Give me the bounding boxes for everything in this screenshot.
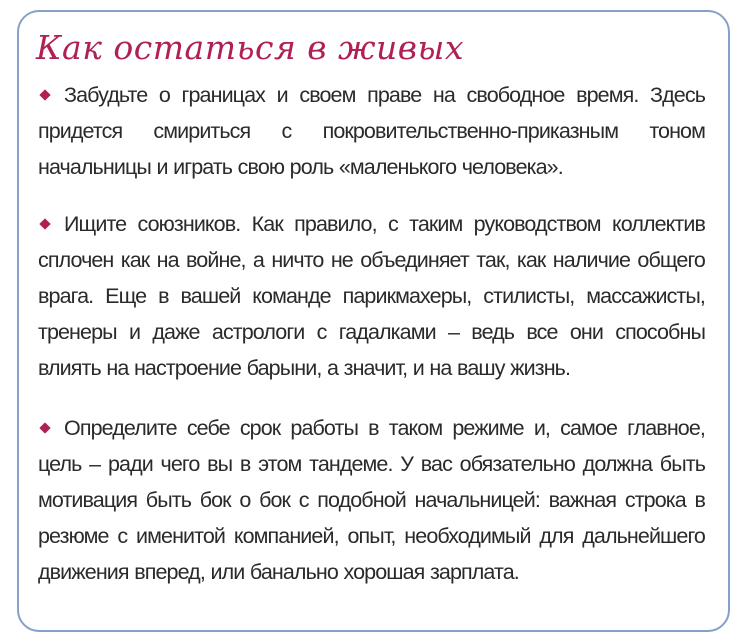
tip-text-1: Забудьте о границах и своем праве на свободное время. Здесь придется смириться с покровительственно-приказным тоном начальницы и играть свою роль «маленького человека».	[38, 83, 705, 179]
diamond-bullet-icon	[39, 218, 50, 229]
tip-text-3: Определите себе срок работы в таком режиме и, самое главное, цель – ради чего вы в этом тандеме. У вас обязательно должна быть мотивация быть бок о бок с подобной начальницей: важная строка в резюме с именитой компанией, опыт, необходимый для дальнейшего движения вперед, или банально хорошая зарплата.	[38, 416, 705, 584]
box-title: Как остаться в живых	[36, 28, 464, 67]
diamond-bullet-icon	[39, 89, 50, 100]
diamond-bullet-icon	[39, 422, 50, 433]
tip-paragraph-1	[38, 77, 705, 185]
tip-text-2: Ищите союзников. Как правило, с таким руководством коллектив сплочен как на войне, а ничто не объединяет так, как наличие общего врага. Еще в вашей команде парикмахеры, стилисты, массажисты, тренеры и даже астрологи с гадалками – ведь все они способны влиять на настроение барыни, а значит, и на вашу жизнь.	[38, 212, 705, 380]
tip-paragraph-3	[38, 410, 705, 590]
tip-paragraph-2	[38, 206, 705, 386]
